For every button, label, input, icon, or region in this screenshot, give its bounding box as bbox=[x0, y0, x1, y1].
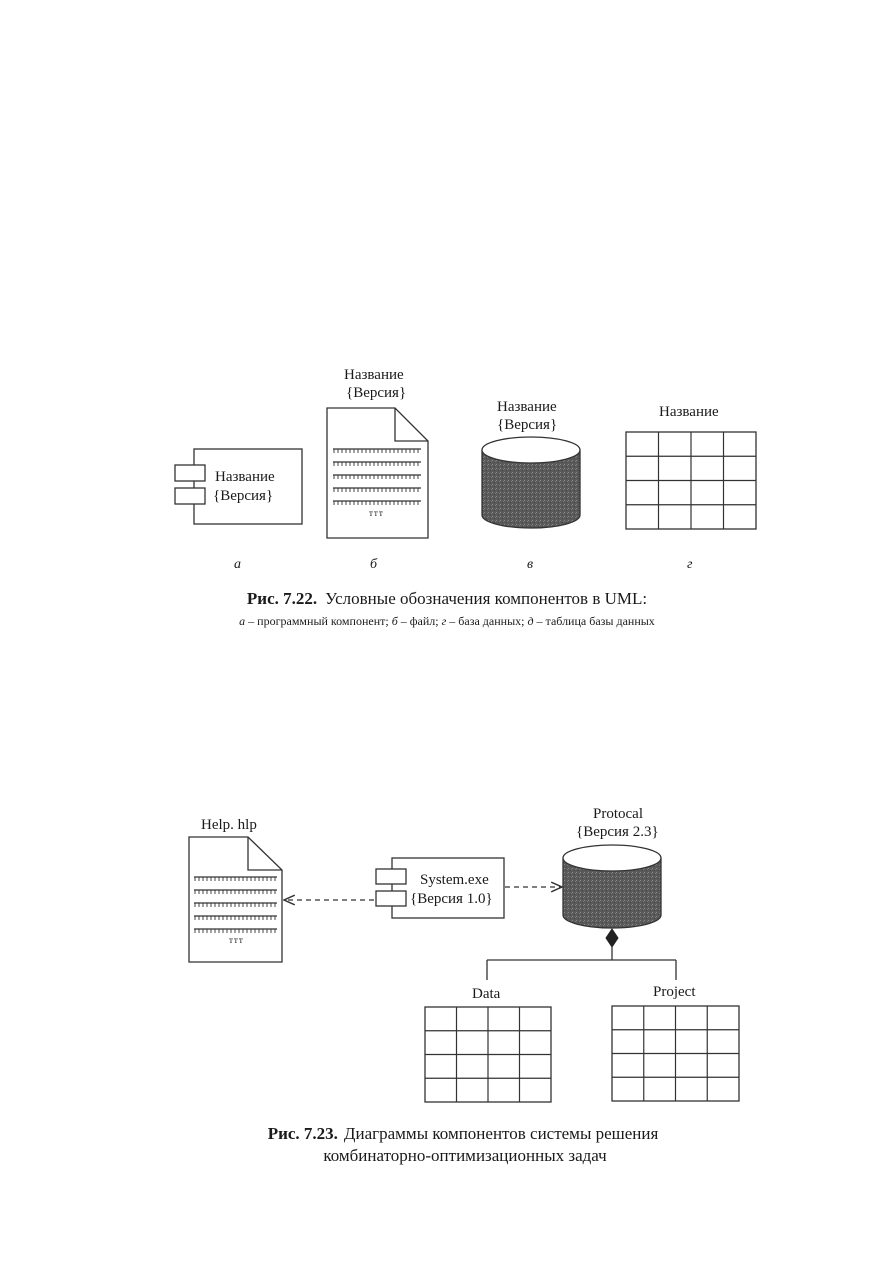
component-tab-bottom bbox=[175, 488, 205, 504]
system-component-version: {Версия 1.0} bbox=[410, 891, 493, 907]
figure-7-22-caption bbox=[247, 589, 647, 608]
system-component-name: System.exe bbox=[420, 872, 489, 888]
protocal-cylinder-top bbox=[563, 845, 661, 871]
protocal-database-name: Protocal bbox=[593, 806, 643, 822]
label-c: в bbox=[527, 557, 534, 572]
subcaption-d: д bbox=[527, 614, 534, 628]
caption-7-22-number: Рис. 7.22. bbox=[246, 589, 318, 608]
file-b-version: {Версия} bbox=[346, 385, 407, 401]
system-component-body bbox=[392, 858, 504, 918]
composition-connector bbox=[487, 929, 676, 980]
file-b-name: Название bbox=[344, 367, 404, 383]
figure-7-22 bbox=[175, 367, 756, 628]
figure-7-23-caption-line2: комбинаторно-оптимизационных задач bbox=[323, 1146, 607, 1165]
project-table-grid bbox=[612, 1006, 739, 1101]
file-body bbox=[327, 408, 428, 538]
component-a-version: {Версия} bbox=[213, 488, 274, 504]
protocal-database-version: {Версия 2.3} bbox=[576, 824, 659, 840]
data-table bbox=[425, 986, 551, 1102]
composition-lines bbox=[487, 947, 676, 980]
subcaption-c-text: – база данных; bbox=[446, 614, 528, 628]
label-a: а bbox=[234, 557, 241, 572]
db-table-d-name: Название bbox=[659, 404, 719, 420]
data-table-name: Data bbox=[472, 986, 501, 1002]
protocal-database bbox=[563, 806, 661, 928]
component-a-name: Название bbox=[215, 469, 275, 485]
subcaption-a: а bbox=[239, 614, 246, 628]
label-b: б bbox=[370, 557, 378, 572]
figure-7-23-caption-line1 bbox=[268, 1124, 659, 1143]
subcaption-a-text: – программный компонент; bbox=[245, 614, 392, 628]
system-component bbox=[376, 858, 504, 918]
subcaption-b: б bbox=[391, 614, 398, 628]
figure-7-22-subcaption bbox=[239, 614, 655, 628]
label-d: г bbox=[687, 557, 693, 572]
data-table-grid bbox=[425, 1007, 551, 1102]
caption-7-22-text: Условные обозначения компонентов в UML: bbox=[325, 589, 648, 608]
caption-7-23-text: Диаграммы компонентов системы решения bbox=[343, 1124, 659, 1143]
caption-7-23-number: Рис. 7.23. bbox=[267, 1124, 338, 1143]
help-file bbox=[189, 817, 282, 962]
component-body bbox=[194, 449, 302, 524]
component-a bbox=[175, 449, 302, 572]
db-table-d bbox=[626, 404, 756, 572]
help-file-name: Help. hlp bbox=[201, 817, 257, 833]
composition-diamond bbox=[606, 929, 618, 947]
database-cylinder-top bbox=[482, 437, 580, 463]
database-c bbox=[482, 399, 580, 572]
system-component-tab-bottom bbox=[376, 891, 406, 906]
help-file-ttt: ттт bbox=[229, 935, 244, 945]
project-table bbox=[612, 984, 739, 1101]
subcaption-d-text: – таблица базы данных bbox=[533, 614, 655, 628]
file-b bbox=[327, 367, 428, 572]
system-component-tab-top bbox=[376, 869, 406, 884]
component-tab-top bbox=[175, 465, 205, 481]
subcaption-c: г bbox=[441, 614, 447, 628]
project-table-name: Project bbox=[653, 984, 696, 1000]
db-table-grid bbox=[626, 432, 756, 529]
file-b-ttt: ттт bbox=[369, 508, 384, 518]
subcaption-b-text: – файл; bbox=[397, 614, 442, 628]
database-c-version: {Версия} bbox=[497, 417, 558, 433]
figure-7-23 bbox=[189, 806, 739, 1165]
database-c-name: Название bbox=[497, 399, 557, 415]
